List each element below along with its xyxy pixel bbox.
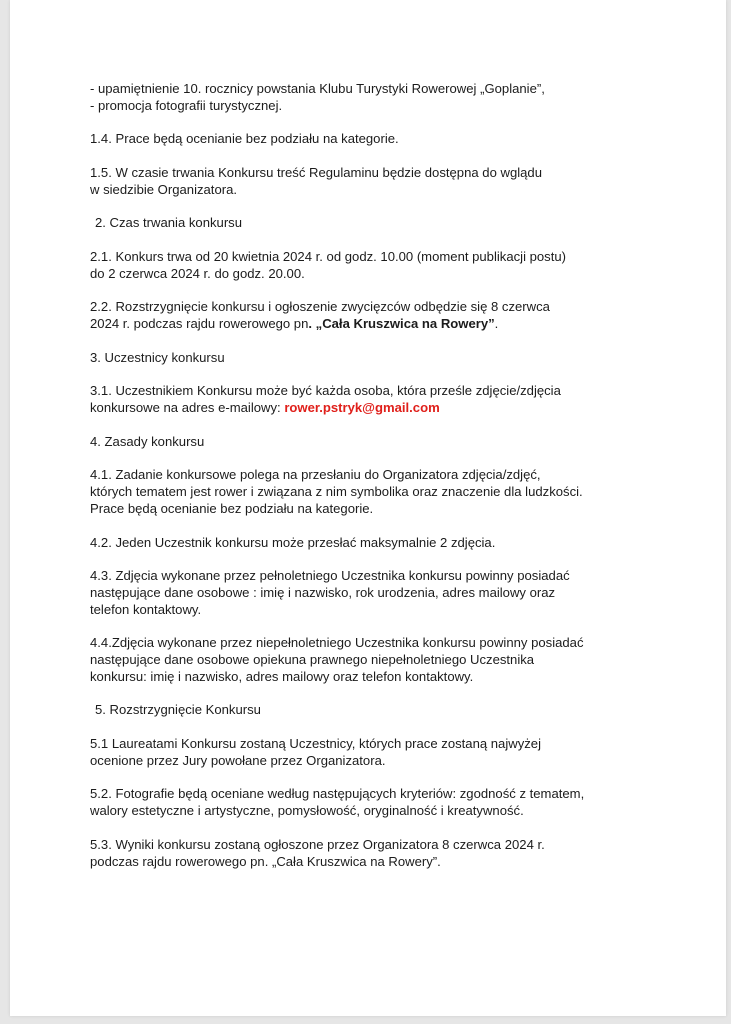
paragraph-4-1-line-3: Prace będą ocenianie bez podziału na kategorie.	[90, 500, 374, 516]
document-body	[90, 81, 670, 887]
section-heading-5-text: 5. Rozstrzygnięcie Konkursu	[95, 702, 261, 718]
paragraph-4-1	[90, 467, 670, 517]
paragraph-2-2-line-2-text: 2024 r. podczas rajdu rowerowego pn	[90, 316, 309, 332]
paragraph-5-2	[90, 786, 670, 820]
paragraph-2-2-line-2	[90, 316, 670, 333]
paragraph-1-5	[90, 165, 670, 199]
paragraph-2-1-line-2: do 2 czerwca 2024 r. do godz. 20.00.	[90, 265, 305, 281]
section-heading-3-text: 3. Uczestnicy konkursu	[90, 349, 225, 365]
paragraph-2-1	[90, 249, 670, 283]
paragraph-3-1	[90, 383, 670, 417]
paragraph-4-3-line-2: następujące dane osobowe : imię i nazwisko, rok urodzenia, adres mailowy oraz	[90, 584, 556, 600]
contact-email-link[interactable]: rower.pstryk@gmail.com	[284, 400, 440, 416]
paragraph-4-1-line-1: 4.1. Zadanie konkursowe polega na przesłaniu do Organizatora zdjęcia/zdjęć,	[90, 467, 541, 483]
paragraph-3-1-line-1: 3.1. Uczestnikiem Konkursu może być każda osoba, która prześle zdjęcie/zdjęcia	[90, 383, 561, 399]
paragraph-2-2-line-1: 2.2. Rozstrzygnięcie konkursu i ogłoszenie zwycięzców odbędzie się 8 czerwca	[90, 299, 550, 315]
paragraph-2-2	[90, 299, 670, 333]
paragraph-4-3	[90, 568, 670, 618]
paragraph-4-4-line-1: 4.4.Zdjęcia wykonane przez niepełnoletniego Uczestnika konkursu powinny posiadać	[90, 635, 584, 651]
paragraph-4-2	[90, 535, 670, 552]
section-heading-3	[90, 350, 670, 367]
section-heading-5	[90, 702, 670, 719]
section-heading-2-text: 2. Czas trwania konkursu	[95, 215, 243, 231]
paragraph-1-4-text: 1.4. Prace będą ocenianie bez podziału na kategorie.	[90, 131, 399, 147]
paragraph-4-3-line-3: telefon kontaktowy.	[90, 601, 202, 617]
event-name-bold: . „Cała Kruszwica na Rowery”	[308, 316, 495, 332]
paragraph-1-5-line-1: 1.5. W czasie trwania Konkursu treść Regulaminu będzie dostępna do wglądu	[90, 164, 542, 180]
paragraph-5-1-line-1: 5.1 Laureatami Konkursu zostaną Uczestnicy, których prace zostaną najwyżej	[90, 736, 541, 752]
paragraph-4-3-line-1: 4.3. Zdjęcia wykonane przez pełnoletniego Uczestnika konkursu powinny posiadać	[90, 568, 570, 584]
section-heading-4	[90, 434, 670, 451]
document-page	[10, 0, 726, 1016]
paragraph-2-1-line-1: 2.1. Konkurs trwa od 20 kwietnia 2024 r. od godz. 10.00 (moment publikacji postu)	[90, 248, 567, 264]
section-heading-2	[90, 215, 670, 232]
paragraph-3-1-line-2	[90, 400, 670, 417]
paragraph-4-1-line-2: których tematem jest rower i związana z nim symbolika oraz znaczenie dla ludzkości.	[90, 484, 583, 500]
paragraph-4-4-line-3: konkursu: imię i nazwisko, adres mailowy oraz telefon kontaktowy.	[90, 668, 474, 684]
intro-item-promotion: - promocja fotografii turystycznej.	[90, 97, 283, 113]
paragraph-5-3-line-2: podczas rajdu rowerowego pn. „Cała Kruszwica na Rowery”.	[90, 853, 441, 869]
paragraph-5-3-line-1: 5.3. Wyniki konkursu zostaną ogłoszone przez Organizatora 8 czerwca 2024 r.	[90, 836, 545, 852]
paragraph-5-2-line-1: 5.2. Fotografie będą oceniane według następujących kryteriów: zgodność z tematem,	[90, 786, 585, 802]
paragraph-4-4-line-2: następujące dane osobowe opiekuna prawnego niepełnoletniego Uczestnika	[90, 652, 535, 668]
intro-list	[90, 81, 670, 115]
paragraph-4-2-text: 4.2. Jeden Uczestnik konkursu może przesłać maksymalnie 2 zdjęcia.	[90, 534, 496, 550]
paragraph-3-1-line-2-text: konkursowe na adres e-mailowy:	[90, 400, 285, 416]
paragraph-2-2-period: .	[494, 316, 499, 332]
paragraph-5-1	[90, 736, 670, 770]
paragraph-5-1-line-2: ocenione przez Jury powołane przez Organizatora.	[90, 752, 386, 768]
paragraph-4-4	[90, 635, 670, 685]
paragraph-5-2-line-2: walory estetyczne i artystyczne, pomysłowość, oryginalność i kreatywność.	[90, 803, 524, 819]
section-heading-4-text: 4. Zasady konkursu	[90, 433, 205, 449]
paragraph-5-3	[90, 837, 670, 871]
paragraph-1-5-line-2: w siedzibie Organizatora.	[90, 181, 238, 197]
paragraph-1-4	[90, 131, 670, 148]
intro-item-anniversary: - upamiętnienie 10. rocznicy powstania Klubu Turystyki Rowerowej „Goplanie”,	[90, 81, 545, 96]
